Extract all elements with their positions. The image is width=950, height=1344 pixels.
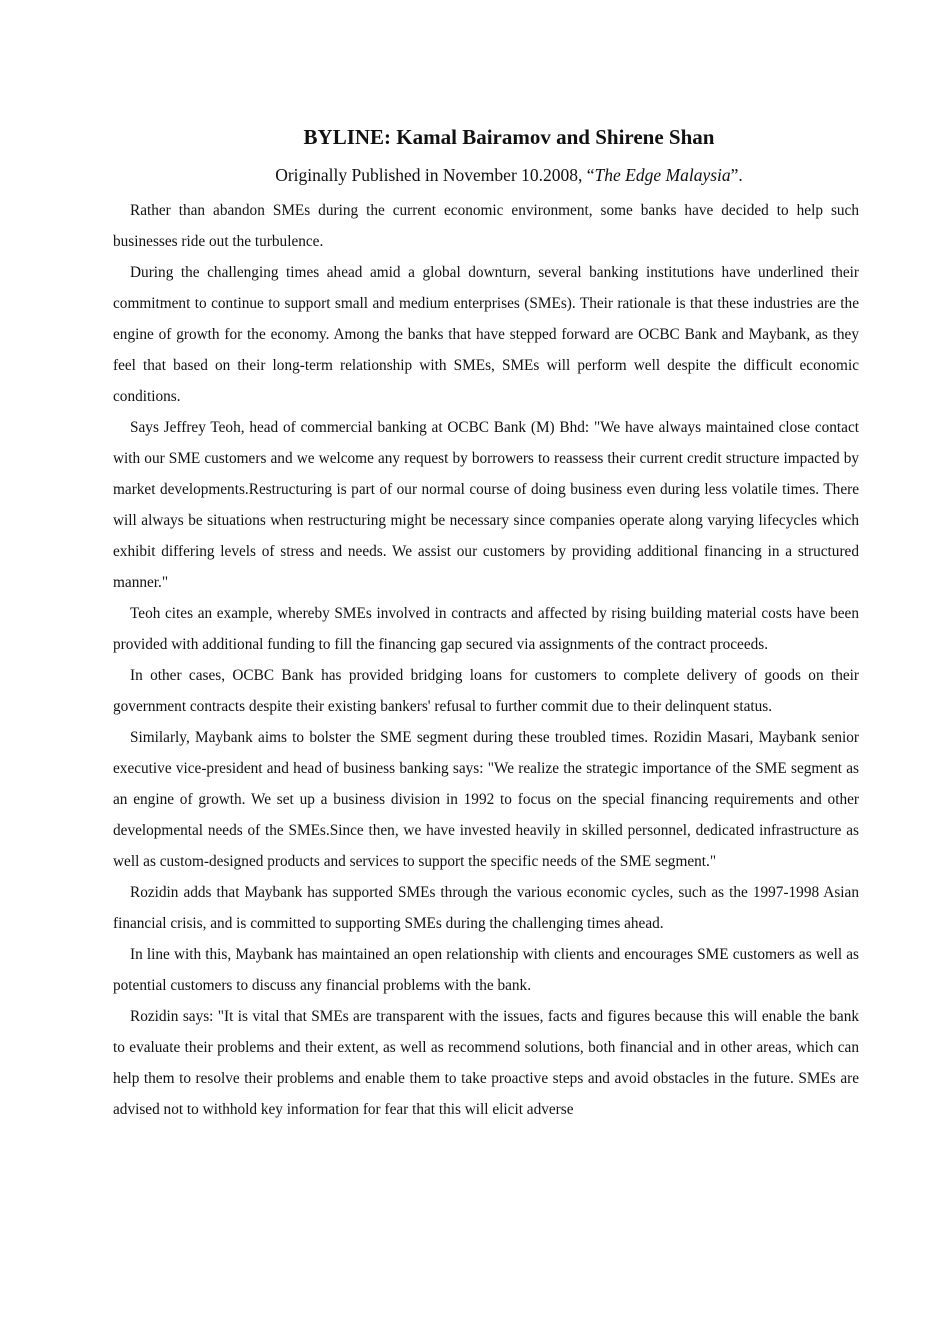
article-body — [113, 195, 859, 1125]
byline-heading: BYLINE: Kamal Bairamov and Shirene Shan — [303, 125, 715, 149]
published-prefix: Originally Published in November 10.2008, “ — [275, 165, 595, 185]
paragraph: Rather than abandon SMEs during the current economic environment, some banks have decided to help such businesses ride out the turbulence. — [113, 202, 859, 250]
paragraph: In line with this, Maybank has maintained an open relationship with clients and encourages SME customers as well as potential customers to discuss any financial problems with the bank. — [113, 946, 859, 994]
publication-line — [159, 162, 859, 188]
paragraph: Rozidin adds that Maybank has supported SMEs through the various economic cycles, such as the 1997-1998 Asian financial crisis, and is committed to supporting SMEs during the challenging times ahead. — [113, 884, 859, 932]
paragraph: Rozidin says: "It is vital that SMEs are transparent with the issues, facts and figures because this will enable the bank to evaluate their problems and their extent, as well as recommend solutions, both financial and in other areas, which can help them to resolve their problems and enable them to take proactive steps and avoid obstacles in the future. SMEs are advised not to withhold key information for fear that this will elicit adverse — [113, 1008, 859, 1118]
paragraph: During the challenging times ahead amid a global downturn, several banking institutions have underlined their commitment to continue to support small and medium enterprises (SMEs). Their rationale is that these industries are the engine of growth for the economy. Among the banks that have stepped forward are OCBC Bank and Maybank, as they feel that based on their long-term relationship with SMEs, SMEs will perform well despite the difficult economic conditions. — [113, 264, 859, 405]
published-suffix: ”. — [730, 165, 743, 185]
paragraph: Teoh cites an example, whereby SMEs involved in contracts and affected by rising building material costs have been provided with additional funding to fill the financing gap secured via assignments of the contract proceeds. — [113, 605, 859, 653]
paragraph: Says Jeffrey Teoh, head of commercial banking at OCBC Bank (M) Bhd: "We have always maintained close contact with our SME customers and we welcome any request by borrowers to reassess their current credit structure impacted by market developments.Restructuring is part of our normal course of doing business even during less volatile times. There will always be situations when restructuring might be necessary since companies operate along varying lifecycles which exhibit differing levels of stress and needs. We assist our customers by providing additional financing in a structured manner." — [113, 419, 859, 591]
paragraph: In other cases, OCBC Bank has provided bridging loans for customers to complete delivery of goods on their government contracts despite their existing bankers' refusal to further commit due to their delinquent status. — [113, 667, 859, 715]
paragraph: Similarly, Maybank aims to bolster the SME segment during these troubled times. Rozidin Masari, Maybank senior executive vice-president and head of business banking says: "We realize the strategic importance of the SME segment as an engine of growth. We set up a business division in 1992 to focus on the special financing requirements and other developmental needs of the SMEs.Since then, we have invested heavily in skilled personnel, dedicated infrastructure as well as custom-designed products and services to support the specific needs of the SME segment." — [113, 729, 859, 870]
publication-name: The Edge Malaysia — [594, 165, 731, 185]
document-page — [113, 122, 859, 1125]
